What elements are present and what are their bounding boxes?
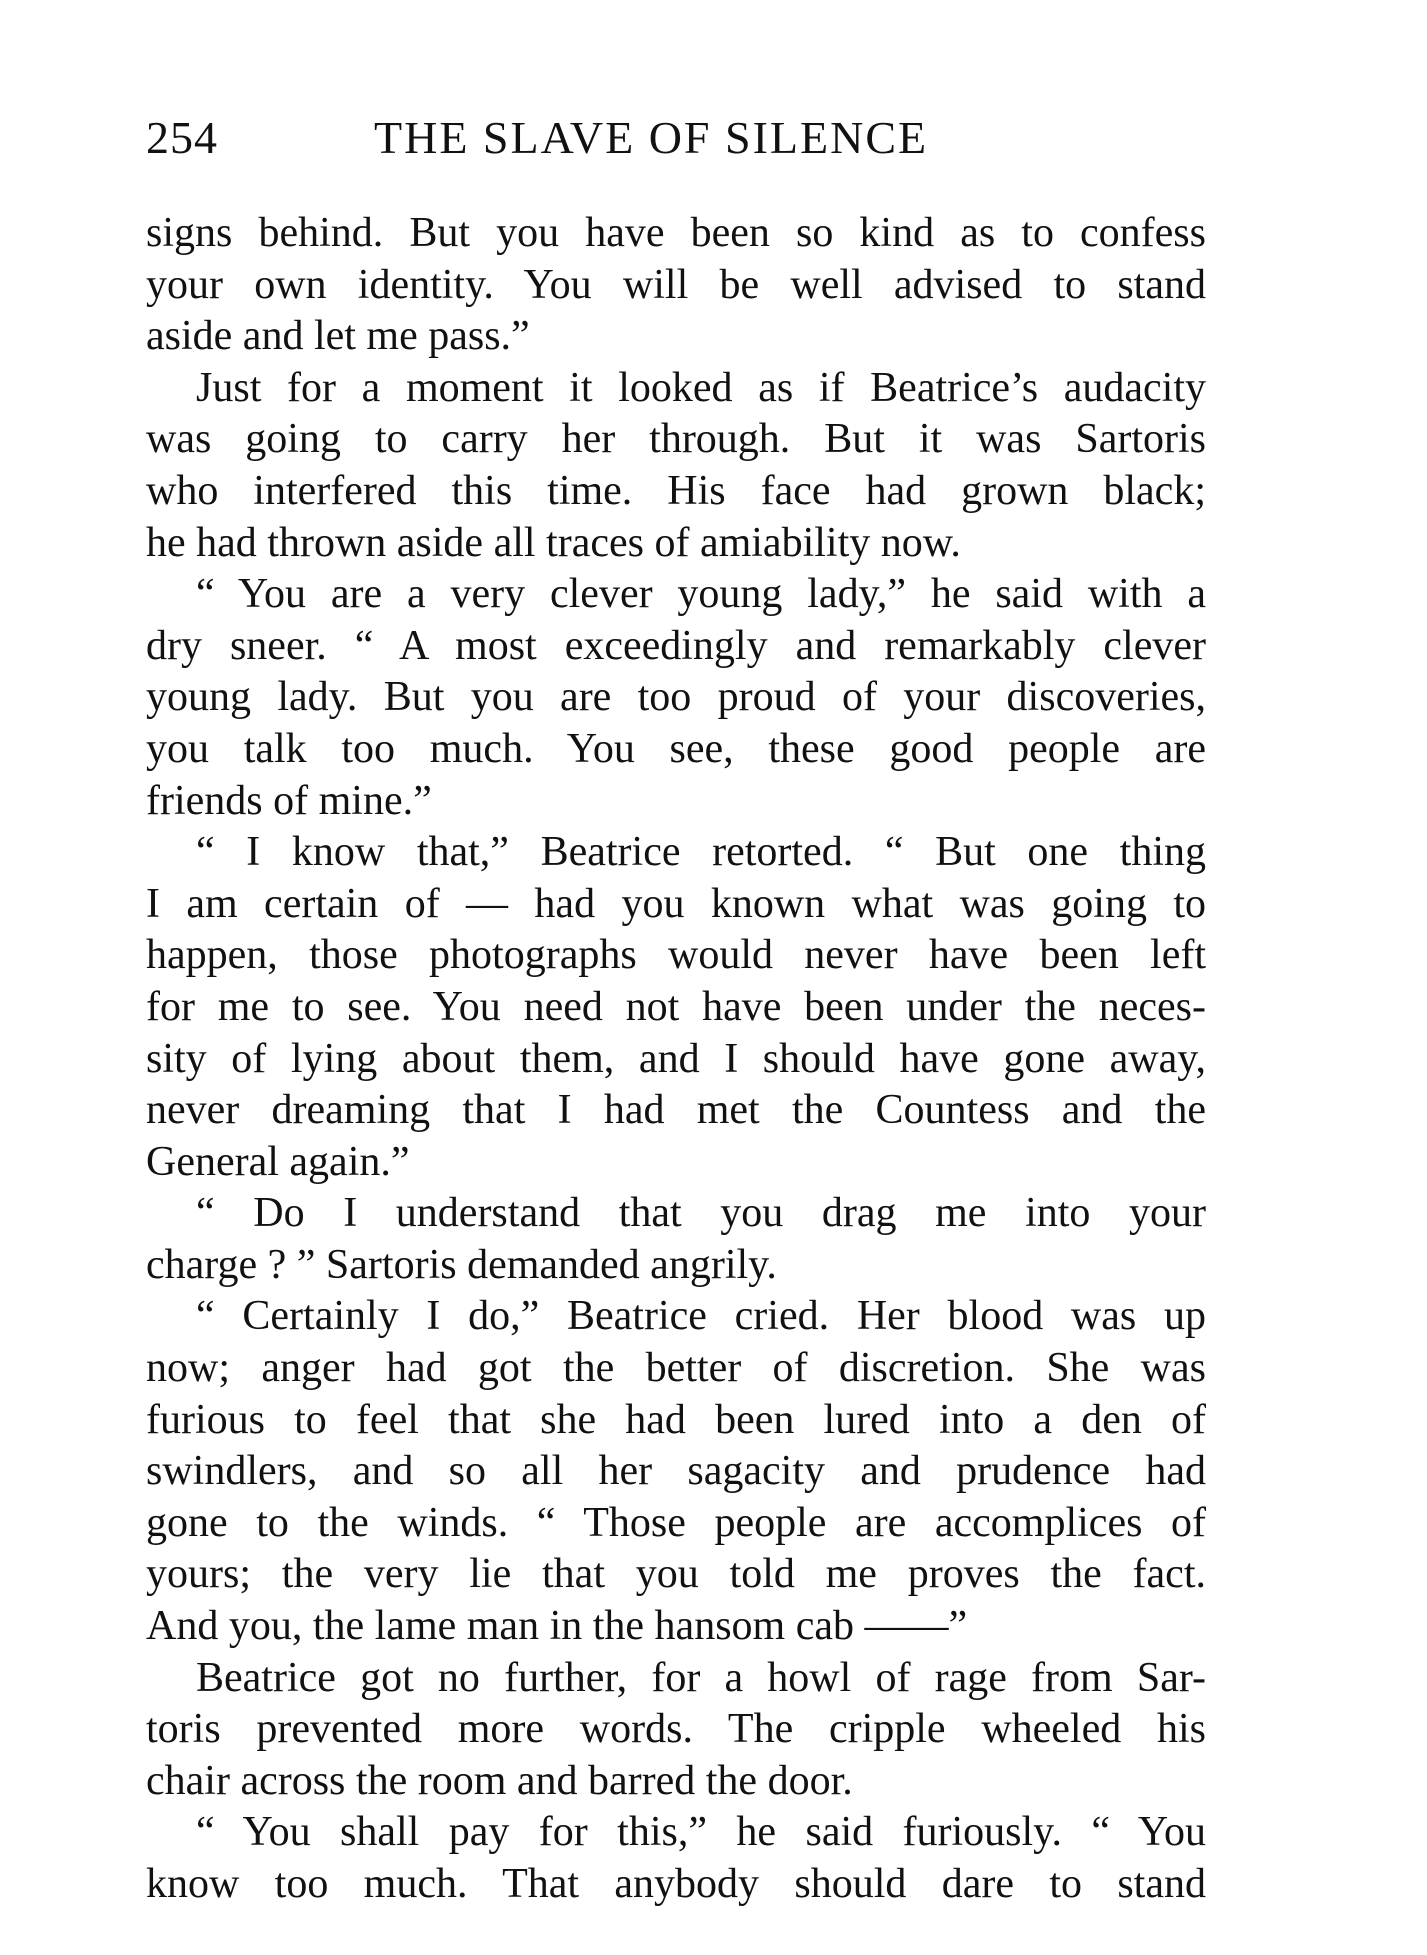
text-line: now; anger had got the better of discretion. She was (146, 1345, 1206, 1392)
text-line: aside and let me pass.” (146, 313, 530, 360)
text-line: you talk too much. You see, these good people are (146, 725, 1206, 772)
text-line: gone to the winds. “ Those people are accomplices of (146, 1499, 1206, 1546)
text-line: happen, those photographs would never have been left (146, 932, 1206, 979)
text-line: “ Do I understand that you drag me into your (196, 1190, 1206, 1237)
text-line: I am certain of — had you known what was going to (146, 880, 1206, 927)
text-line: “ Certainly I do,” Beatrice cried. Her blood was up (196, 1293, 1206, 1340)
text-line: young lady. But you are too proud of your discoveries, (146, 674, 1206, 721)
text-line: your own identity. You will be well advised to stand (146, 261, 1206, 308)
text-line: he had thrown aside all traces of amiability now. (146, 519, 961, 566)
text-line: sity of lying about them, and I should have gone away, (146, 1035, 1206, 1082)
text-line: And you, the lame man in the hansom cab ——” (146, 1603, 968, 1650)
text-line: swindlers, and so all her sagacity and prudence had (146, 1448, 1206, 1495)
text-line: “ You are a very clever young lady,” he said with a (196, 571, 1206, 618)
text-line: Just for a moment it looked as if Beatrice’s audacity (196, 364, 1206, 411)
text-line: General again.” (146, 1138, 410, 1185)
text-line: charge ? ” Sartoris demanded angrily. (146, 1241, 777, 1288)
text-line: was going to carry her through. But it was Sartoris (146, 416, 1206, 463)
text-line: “ I know that,” Beatrice retorted. “ But one thing (196, 829, 1206, 876)
text-line: Beatrice got no further, for a howl of rage from Sar- (196, 1654, 1206, 1701)
text-line: friends of mine.” (146, 777, 432, 824)
running-title: THE SLAVE OF SILENCE (374, 112, 929, 163)
text-line: chair across the room and barred the door. (146, 1757, 853, 1804)
text-line: “ You shall pay for this,” he said furiously. “ You (196, 1809, 1206, 1856)
text-line: yours; the very lie that you told me proves the fact. (146, 1551, 1206, 1598)
text-line: never dreaming that I had met the Countess and the (146, 1087, 1206, 1134)
text-line: dry sneer. “ A most exceedingly and remarkably clever (146, 622, 1206, 669)
running-head (146, 108, 1206, 168)
text-line: furious to feel that she had been lured into a den of (146, 1396, 1206, 1443)
text-line: know too much. That anybody should dare to stand (146, 1861, 1206, 1907)
text-line: signs behind. But you have been so kind as to confess (146, 210, 1206, 256)
text-line: for me to see. You need not have been under the neces- (146, 983, 1206, 1030)
text-line: toris prevented more words. The cripple wheeled his (146, 1706, 1206, 1753)
body-text (146, 208, 1206, 1911)
page-number: 254 (146, 112, 218, 163)
text-line: who interfered this time. His face had grown black; (146, 467, 1206, 514)
